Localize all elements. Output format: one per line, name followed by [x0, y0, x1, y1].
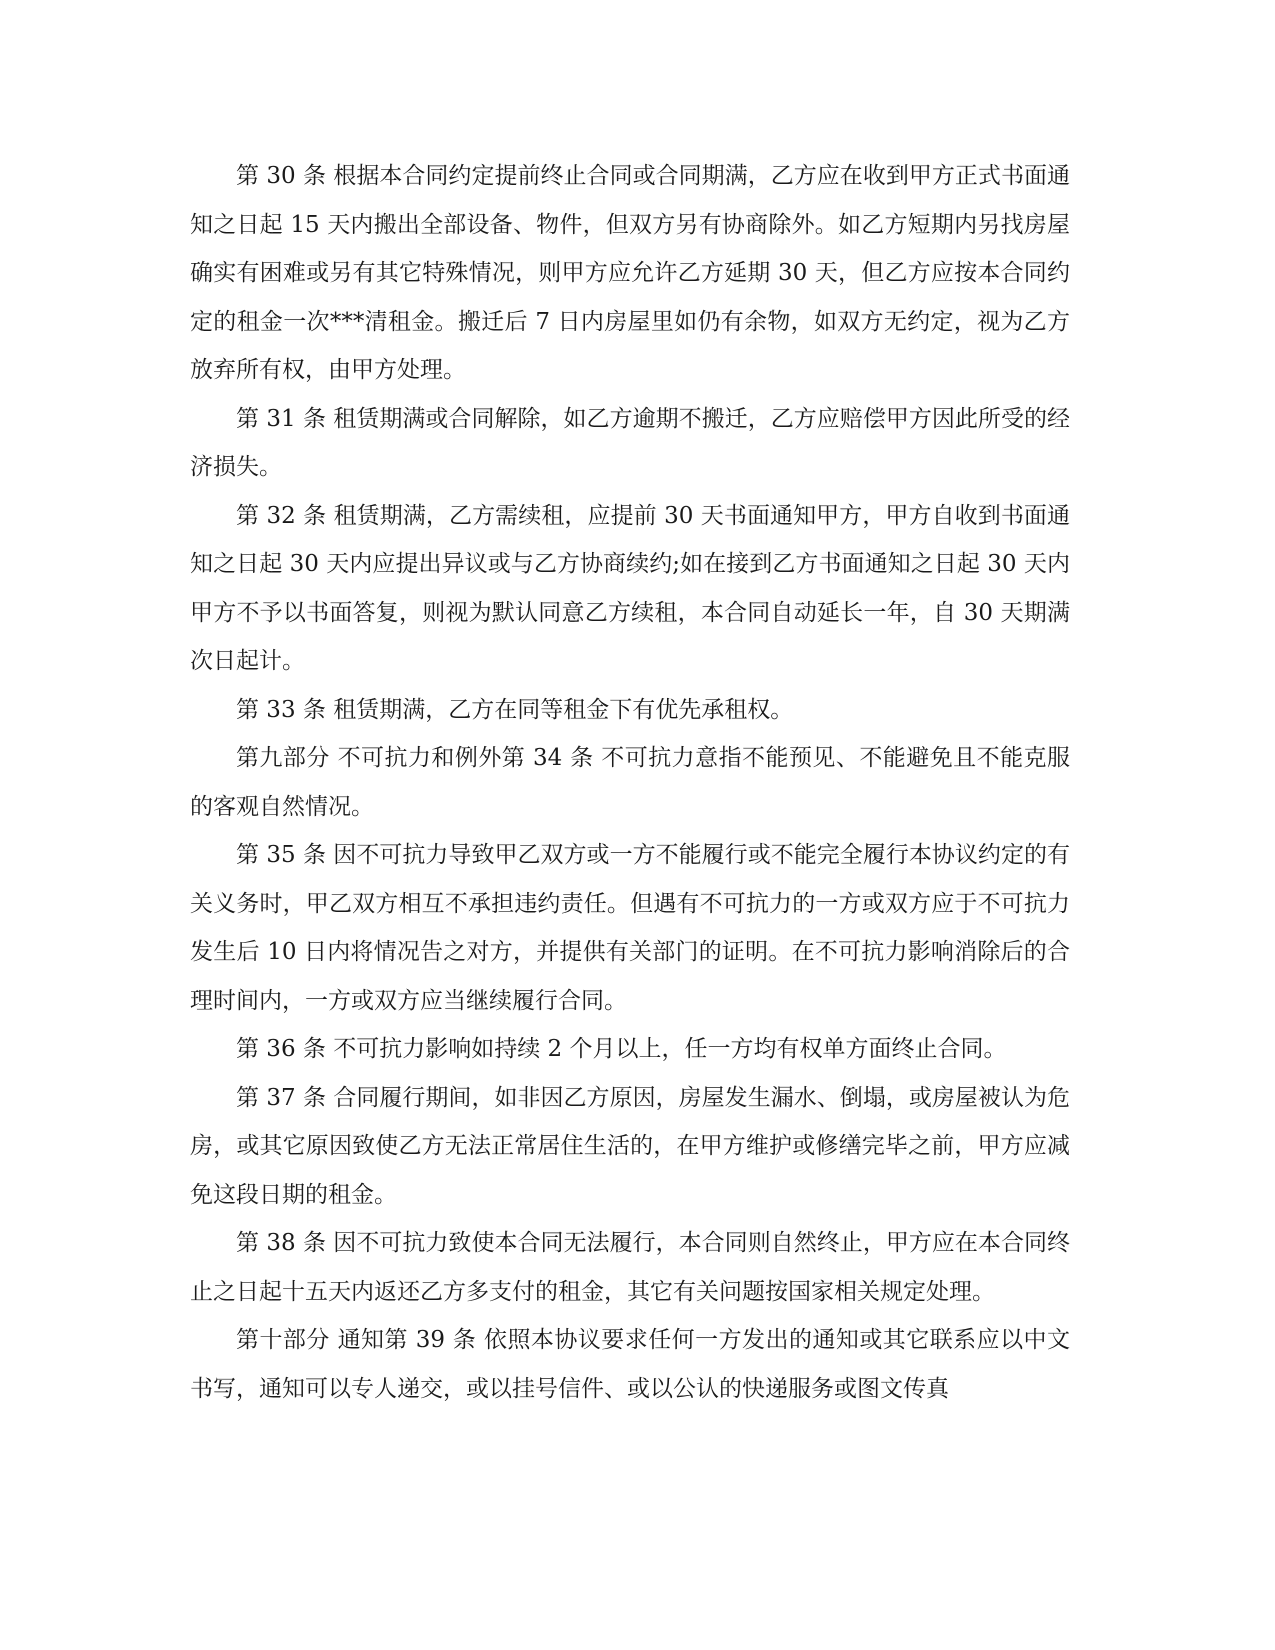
- document-body: [190, 152, 1070, 1413]
- part-10-clause-39: 第十部分 通知第 39 条 依照本协议要求任何一方发出的通知或其它联系应以中文书写，通知可以专人递交，或以挂号信件、或以公认的快递服务或图文传真: [190, 1327, 1070, 1402]
- clause-35: 第 35 条 因不可抗力导致甲乙双方或一方不能履行或不能完全履行本协议约定的有关义务时，甲乙双方相互不承担违约责任。但遇有不可抗力的一方或双方应于不可抗力发生后 10 日内将情况告之对方，并提供有关部门的证明。在不可抗力影响消除后的合理时间内，一方或双方应当继续履行合同。: [190, 842, 1070, 1014]
- clause-33: 第 33 条 租赁期满，乙方在同等租金下有优先承租权。: [236, 696, 794, 723]
- clause-36: 第 36 条 不可抗力影响如持续 2 个月以上，任一方均有权单方面终止合同。: [236, 1036, 1007, 1062]
- clause-38: 第 38 条 因不可抗力致使本合同无法履行，本合同则自然终止，甲方应在本合同终止之日起十五天内返还乙方多支付的租金，其它有关问题按国家相关规定处理。: [190, 1230, 1070, 1305]
- clause-37: 第 37 条 合同履行期间，如非因乙方原因，房屋发生漏水、倒塌，或房屋被认为危房，或其它原因致使乙方无法正常居住生活的，在甲方维护或修缮完毕之前，甲方应减免这段日期的租金。: [190, 1084, 1070, 1208]
- clause-32: 第 32 条 租赁期满，乙方需续租，应提前 30 天书面通知甲方，甲方自收到书面通知之日起 30 天内应提出异议或与乙方协商续约;如在接到乙方书面通知之日起 30 天内甲方不予以书面答复，则视为默认同意乙方续租，本合同自动延长一年，自 30 天期满次日起计。: [190, 502, 1070, 674]
- clause-31: 第 31 条 租赁期满或合同解除，如乙方逾期不搬迁，乙方应赔偿甲方因此所受的经济损失。: [190, 405, 1070, 480]
- part-9-clause-34: 第九部分 不可抗力和例外第 34 条 不可抗力意指不能预见、不能避免且不能克服的客观自然情况。: [190, 745, 1070, 820]
- clause-30: 第 30 条 根据本合同约定提前终止合同或合同期满，乙方应在收到甲方正式书面通知之日起 15 天内搬出全部设备、物件，但双方另有协商除外。如乙方短期内另找房屋确实有困难或另有其它特殊情况，则甲方应允许乙方延期 30 天，但乙方应按本合同约定的租金一次***清租金。搬迁后 7 日内房屋里如仍有余物，如双方无约定，视为乙方放弃所有权，由甲方处理。: [190, 163, 1070, 383]
